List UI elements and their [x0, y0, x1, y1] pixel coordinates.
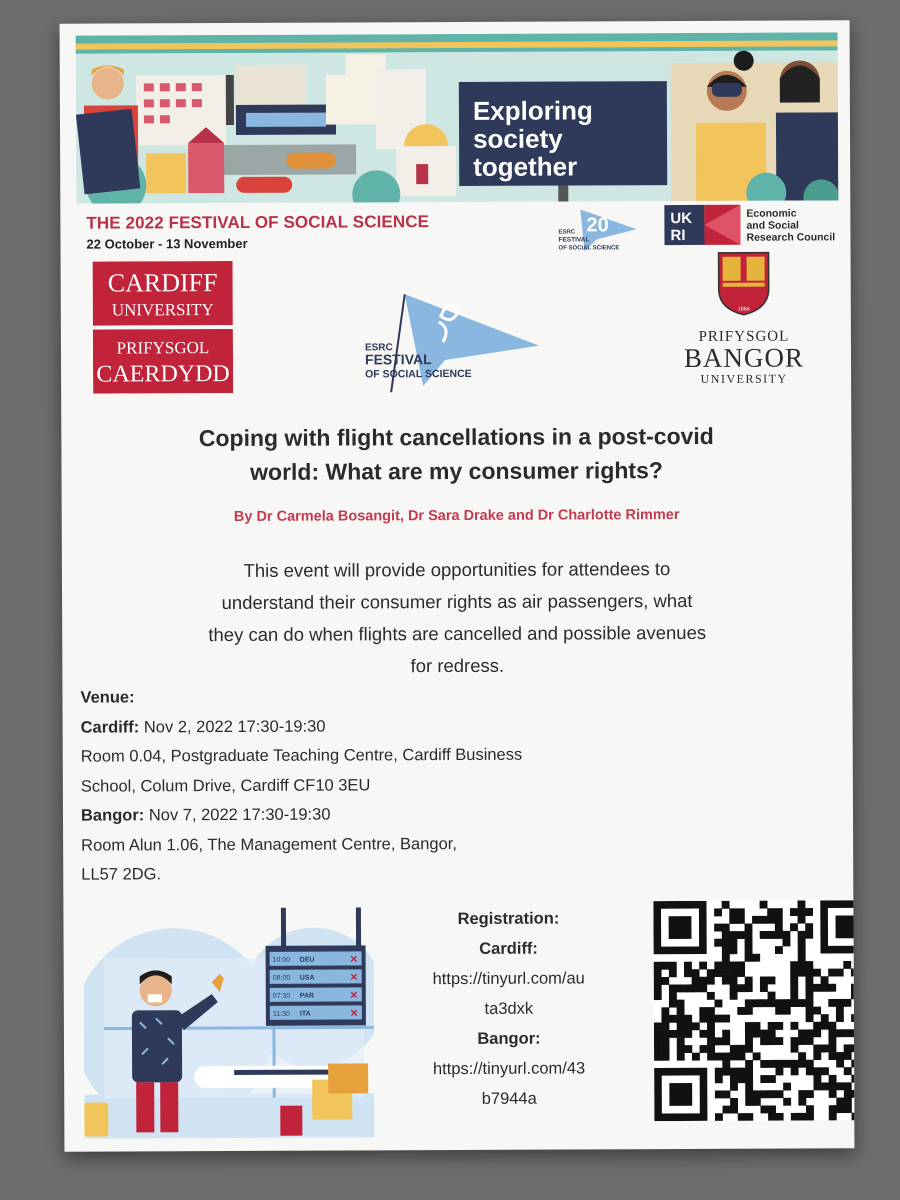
esrc-main-line-1: ESRC	[364, 342, 393, 354]
banner-illustration	[76, 32, 839, 203]
ukri-line-1: Economic	[746, 207, 797, 220]
cancelled-icon: ✕	[349, 1008, 359, 1020]
esrc-20-line-1: ESRC	[558, 229, 576, 236]
bangor-crest-year: 1884	[737, 306, 750, 313]
board-row-time: 08:00	[272, 974, 291, 982]
venue-section	[80, 681, 701, 890]
event-flyer	[60, 20, 855, 1151]
venue-cardiff-label: Cardiff:	[80, 717, 140, 737]
ukri-mark-line-2: RI	[670, 226, 686, 245]
esrc-20-number: 20	[586, 214, 609, 237]
esrc-20-logo	[556, 203, 638, 255]
banner-headline-line-2: society	[472, 123, 563, 154]
airport-illustration	[83, 897, 374, 1138]
venue-heading: Venue:	[80, 688, 135, 707]
board-row-destination: PAR	[299, 992, 315, 1000]
qr-finder-pattern	[669, 1083, 692, 1106]
description-line-3: they can do when flights are cancelled and possible avenues	[208, 621, 707, 646]
venue-bangor-time: Nov 7, 2022 17:30-19:30	[144, 805, 331, 825]
qr-finder-pattern	[836, 915, 855, 938]
event-title-line-1: Coping with flight cancellations in a post-covid	[198, 422, 714, 452]
board-row-time: 10:00	[272, 956, 291, 964]
board-row-time: 07:30	[272, 992, 291, 1000]
cancelled-icon: ✕	[349, 954, 359, 966]
venue-cardiff-address-2: School, Colum Drive, Cardiff CF10 3EU	[80, 775, 371, 796]
board-row-time: 11:30	[272, 1010, 290, 1018]
registration-bangor-url-1[interactable]: https://tinyurl.com/43	[432, 1059, 586, 1079]
venue-cardiff-date	[81, 710, 701, 742]
cardiff-line-3: PRIFYSGOL	[116, 338, 210, 358]
event-title-line-2: world: What are my consumer rights?	[250, 457, 663, 485]
qr-finder-pattern	[669, 916, 692, 939]
registration-bangor-url-2[interactable]: b7944a	[481, 1089, 537, 1108]
registration-cardiff-url-2[interactable]: ta3dxk	[484, 999, 534, 1018]
cancelled-icon: ✕	[349, 990, 359, 1002]
banner-headline-line-1: Exploring	[472, 95, 593, 126]
venue-bangor-address-2: LL57 2DG.	[81, 865, 162, 884]
ukri-line-2: and Social	[746, 219, 799, 232]
ukri-line-3: Research Council	[746, 231, 836, 244]
bangor-university-logo	[651, 248, 837, 389]
registration-cardiff-label: Cardiff:	[479, 939, 538, 958]
festival-banner	[76, 32, 839, 203]
festival-dates: 22 October - 13 November	[86, 235, 248, 252]
qr-code[interactable]	[653, 900, 854, 1121]
board-row-destination: ITA	[299, 1010, 311, 1018]
cancelled-icon: ✕	[349, 972, 359, 984]
esrc-festival-logo	[361, 288, 541, 399]
venue-bangor-date	[81, 799, 701, 831]
venue-cardiff-time: Nov 2, 2022 17:30-19:30	[139, 717, 326, 736]
cardiff-line-4: CAERDYDD	[96, 360, 230, 388]
event-description	[122, 553, 793, 684]
bangor-line-1: PRIFYSGOL	[698, 328, 790, 345]
board-row-destination: USA	[299, 974, 315, 982]
festival-title: THE 2022 FESTIVAL OF SOCIAL SCIENCE	[86, 212, 430, 233]
event-byline: By Dr Carmela Bosangit, Dr Sara Drake and Dr Charlotte Rimmer	[233, 507, 680, 525]
esrc-main-line-3: OF SOCIAL SCIENCE	[365, 367, 472, 381]
cardiff-line-2: UNIVERSITY	[111, 300, 214, 320]
registration-heading: Registration:	[457, 909, 560, 929]
bangor-line-2: BANGOR	[683, 342, 805, 374]
board-row-destination: DEU	[299, 956, 315, 964]
bangor-line-3: UNIVERSITY	[700, 371, 788, 386]
description-line-4: for redress.	[410, 654, 505, 677]
description-line-1: This event will provide opportunities for attendees to	[243, 558, 671, 581]
registration-section	[393, 903, 624, 1114]
esrc-main-line-2: FESTIVAL	[364, 351, 432, 368]
venue-bangor-label: Bangor:	[80, 806, 145, 825]
event-title	[81, 418, 831, 489]
description-line-2: understand their consumer rights as air passengers, what	[221, 589, 693, 614]
venue-bangor-address-1: Room Alun 1.06, The Management Centre, Bangor,	[81, 834, 457, 855]
esrc-20-line-3: OF SOCIAL SCIENCE	[558, 245, 620, 252]
cardiff-university-logo	[93, 261, 234, 394]
registration-cardiff-url-1[interactable]: https://tinyurl.com/au	[432, 969, 585, 989]
registration-bangor-label: Bangor:	[477, 1029, 541, 1048]
ukri-mark-line-1: UK	[670, 209, 693, 228]
venue-cardiff-address-1: Room 0.04, Postgraduate Teaching Centre, Cardiff Business	[80, 745, 523, 766]
ukri-esrc-logo	[660, 198, 850, 249]
banner-headline-line-3: together	[473, 151, 578, 182]
cardiff-line-1: CARDIFF	[107, 268, 218, 298]
esrc-20-line-2: FESTIVAL	[558, 236, 590, 244]
